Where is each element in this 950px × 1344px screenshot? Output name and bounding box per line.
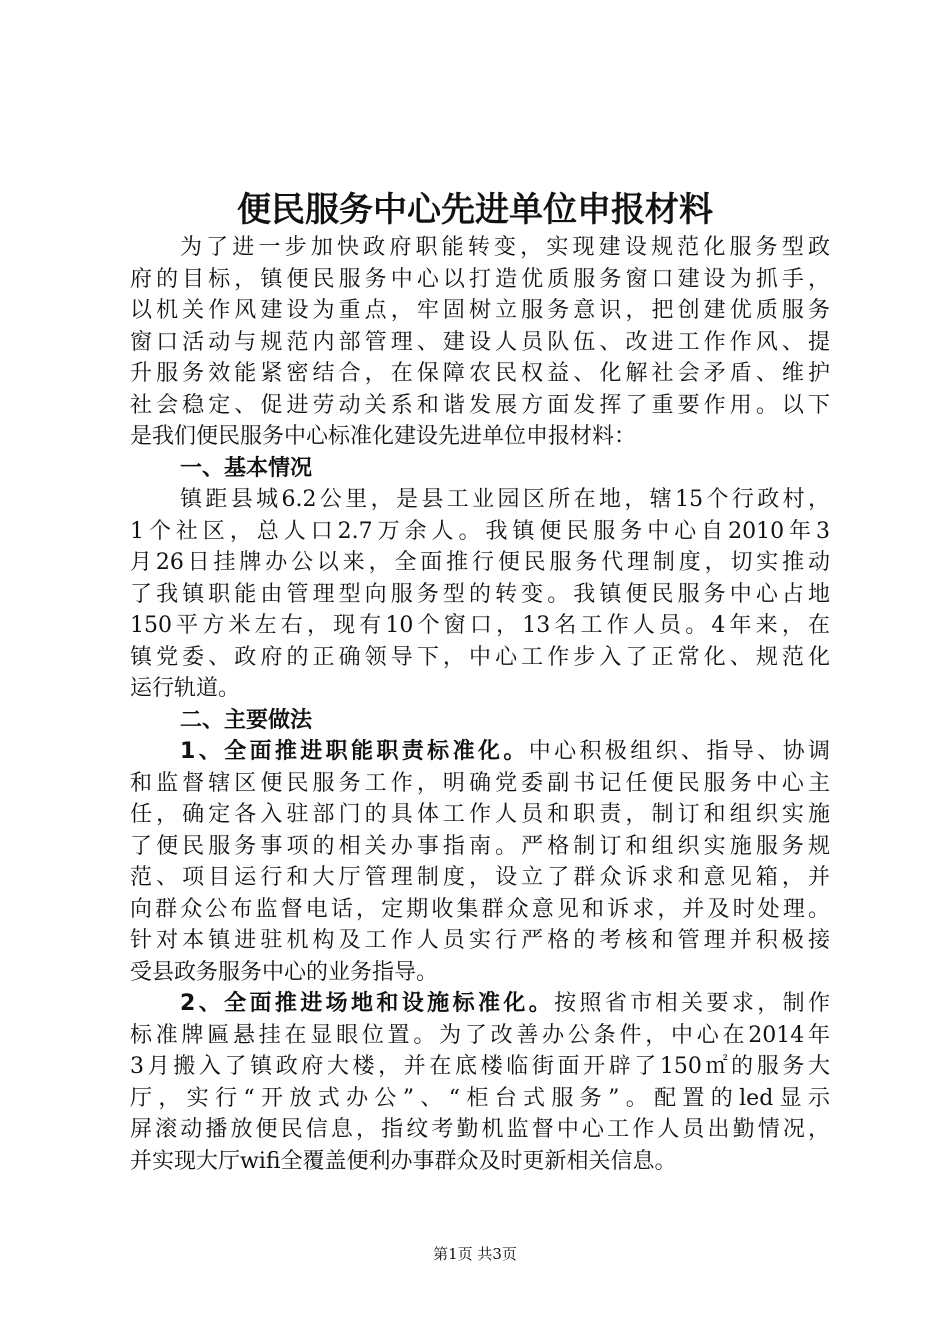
- section-heading-main-practices: 二、主要做法: [180, 707, 313, 733]
- page-footer: 第1页 共3页: [433, 1245, 517, 1263]
- item-first-line: [130, 988, 830, 1020]
- paragraph-line: 任，确定各入驻部门的具体工作人员和职责，制订和组织实施: [130, 802, 830, 827]
- paragraph-line: 3月搬入了镇政府大楼，并在底楼临街面开辟了150㎡的服务大: [130, 1054, 830, 1079]
- paragraph-line: 镇距县城6.2公里，是县工业园区所在地，辖15个行政村，: [180, 487, 830, 512]
- paragraph-line: 针对本镇进驻机构及工作人员实行严格的考核和管理并积极接: [130, 928, 830, 953]
- paragraph-line: 厅，实行“开放式办公”、“柜台式服务”。配置的led显示: [130, 1085, 830, 1111]
- paragraph-line: 屏滚动播放便民信息，指纹考勤机监督中心工作人员出勤情况，: [130, 1117, 830, 1142]
- paragraph-line: 并实现大厅wifi全覆盖便利办事群众及时更新相关信息。: [130, 1148, 677, 1174]
- paragraph-line: 社会稳定、促进劳动关系和谐发展方面发挥了重要作用。以下: [130, 392, 830, 418]
- paragraph-line: 府的目标，镇便民服务中心以打造优质服务窗口建设为抓手，: [130, 266, 830, 292]
- paragraph-line: 1个社区，总人口2.7万余人。我镇便民服务中心自2010年3: [130, 518, 830, 544]
- item-lead: 1、全面推进职能职责标准化。: [180, 739, 529, 764]
- item-text: 中心积极组织、指导、协调: [528, 739, 830, 764]
- paragraph-line: 受县政务服务中心的业务指导。: [130, 959, 439, 985]
- page-title: 便民服务中心先进单位申报材料: [237, 190, 713, 230]
- document-body: [130, 232, 830, 1177]
- paragraph-line: 窗口活动与规范内部管理、建设人员队伍、改进工作作风、提: [130, 329, 830, 355]
- paragraph-line: 了我镇职能由管理型向服务型的转变。我镇便民服务中心占地: [130, 581, 830, 607]
- paragraph-line: 150平方米左右，现有10个窗口，13名工作人员。4年来，在: [130, 613, 830, 638]
- paragraph-line: 镇党委、政府的正确领导下，中心工作步入了正常化、规范化: [130, 644, 830, 670]
- item-text: 按照省市相关要求，制作: [554, 991, 830, 1016]
- paragraph-line: 月26日挂牌办公以来，全面推行便民服务代理制度，切实推动: [130, 550, 830, 575]
- paragraph-line: 范、项目运行和大厅管理制度，设立了群众诉求和意见箱，并: [130, 865, 830, 890]
- paragraph-line: 了便民服务事项的相关办事指南。严格制订和组织实施服务规: [130, 833, 830, 859]
- paragraph-line: 为了进一步加快政府职能转变，实现建设规范化服务型政: [180, 235, 830, 260]
- paragraph-line: 标准牌匾悬挂在显眼位置。为了改善办公条件，中心在2014年: [130, 1022, 830, 1048]
- paragraph-line: 以机关作风建设为重点，牢固树立服务意识，把创建优质服务: [130, 298, 830, 323]
- paragraph-line: 向群众公布监督电话，定期收集群众意见和诉求，并及时处理。: [130, 896, 830, 922]
- paragraph-line: 升服务效能紧密结合，在保障农民权益、化解社会矛盾、维护: [130, 361, 830, 386]
- paragraph-line: 和监督辖区便民服务工作，明确党委副书记任便民服务中心主: [130, 770, 830, 796]
- item-lead: 2、全面推进场地和设施标准化。: [180, 991, 555, 1016]
- paragraph-line: 运行轨道。: [130, 676, 241, 701]
- paragraph-line: 是我们便民服务中心标准化建设先进单位申报材料：: [130, 424, 637, 449]
- item-first-line: [130, 736, 830, 768]
- section-heading-basic-info: 一、基本情况: [180, 455, 313, 481]
